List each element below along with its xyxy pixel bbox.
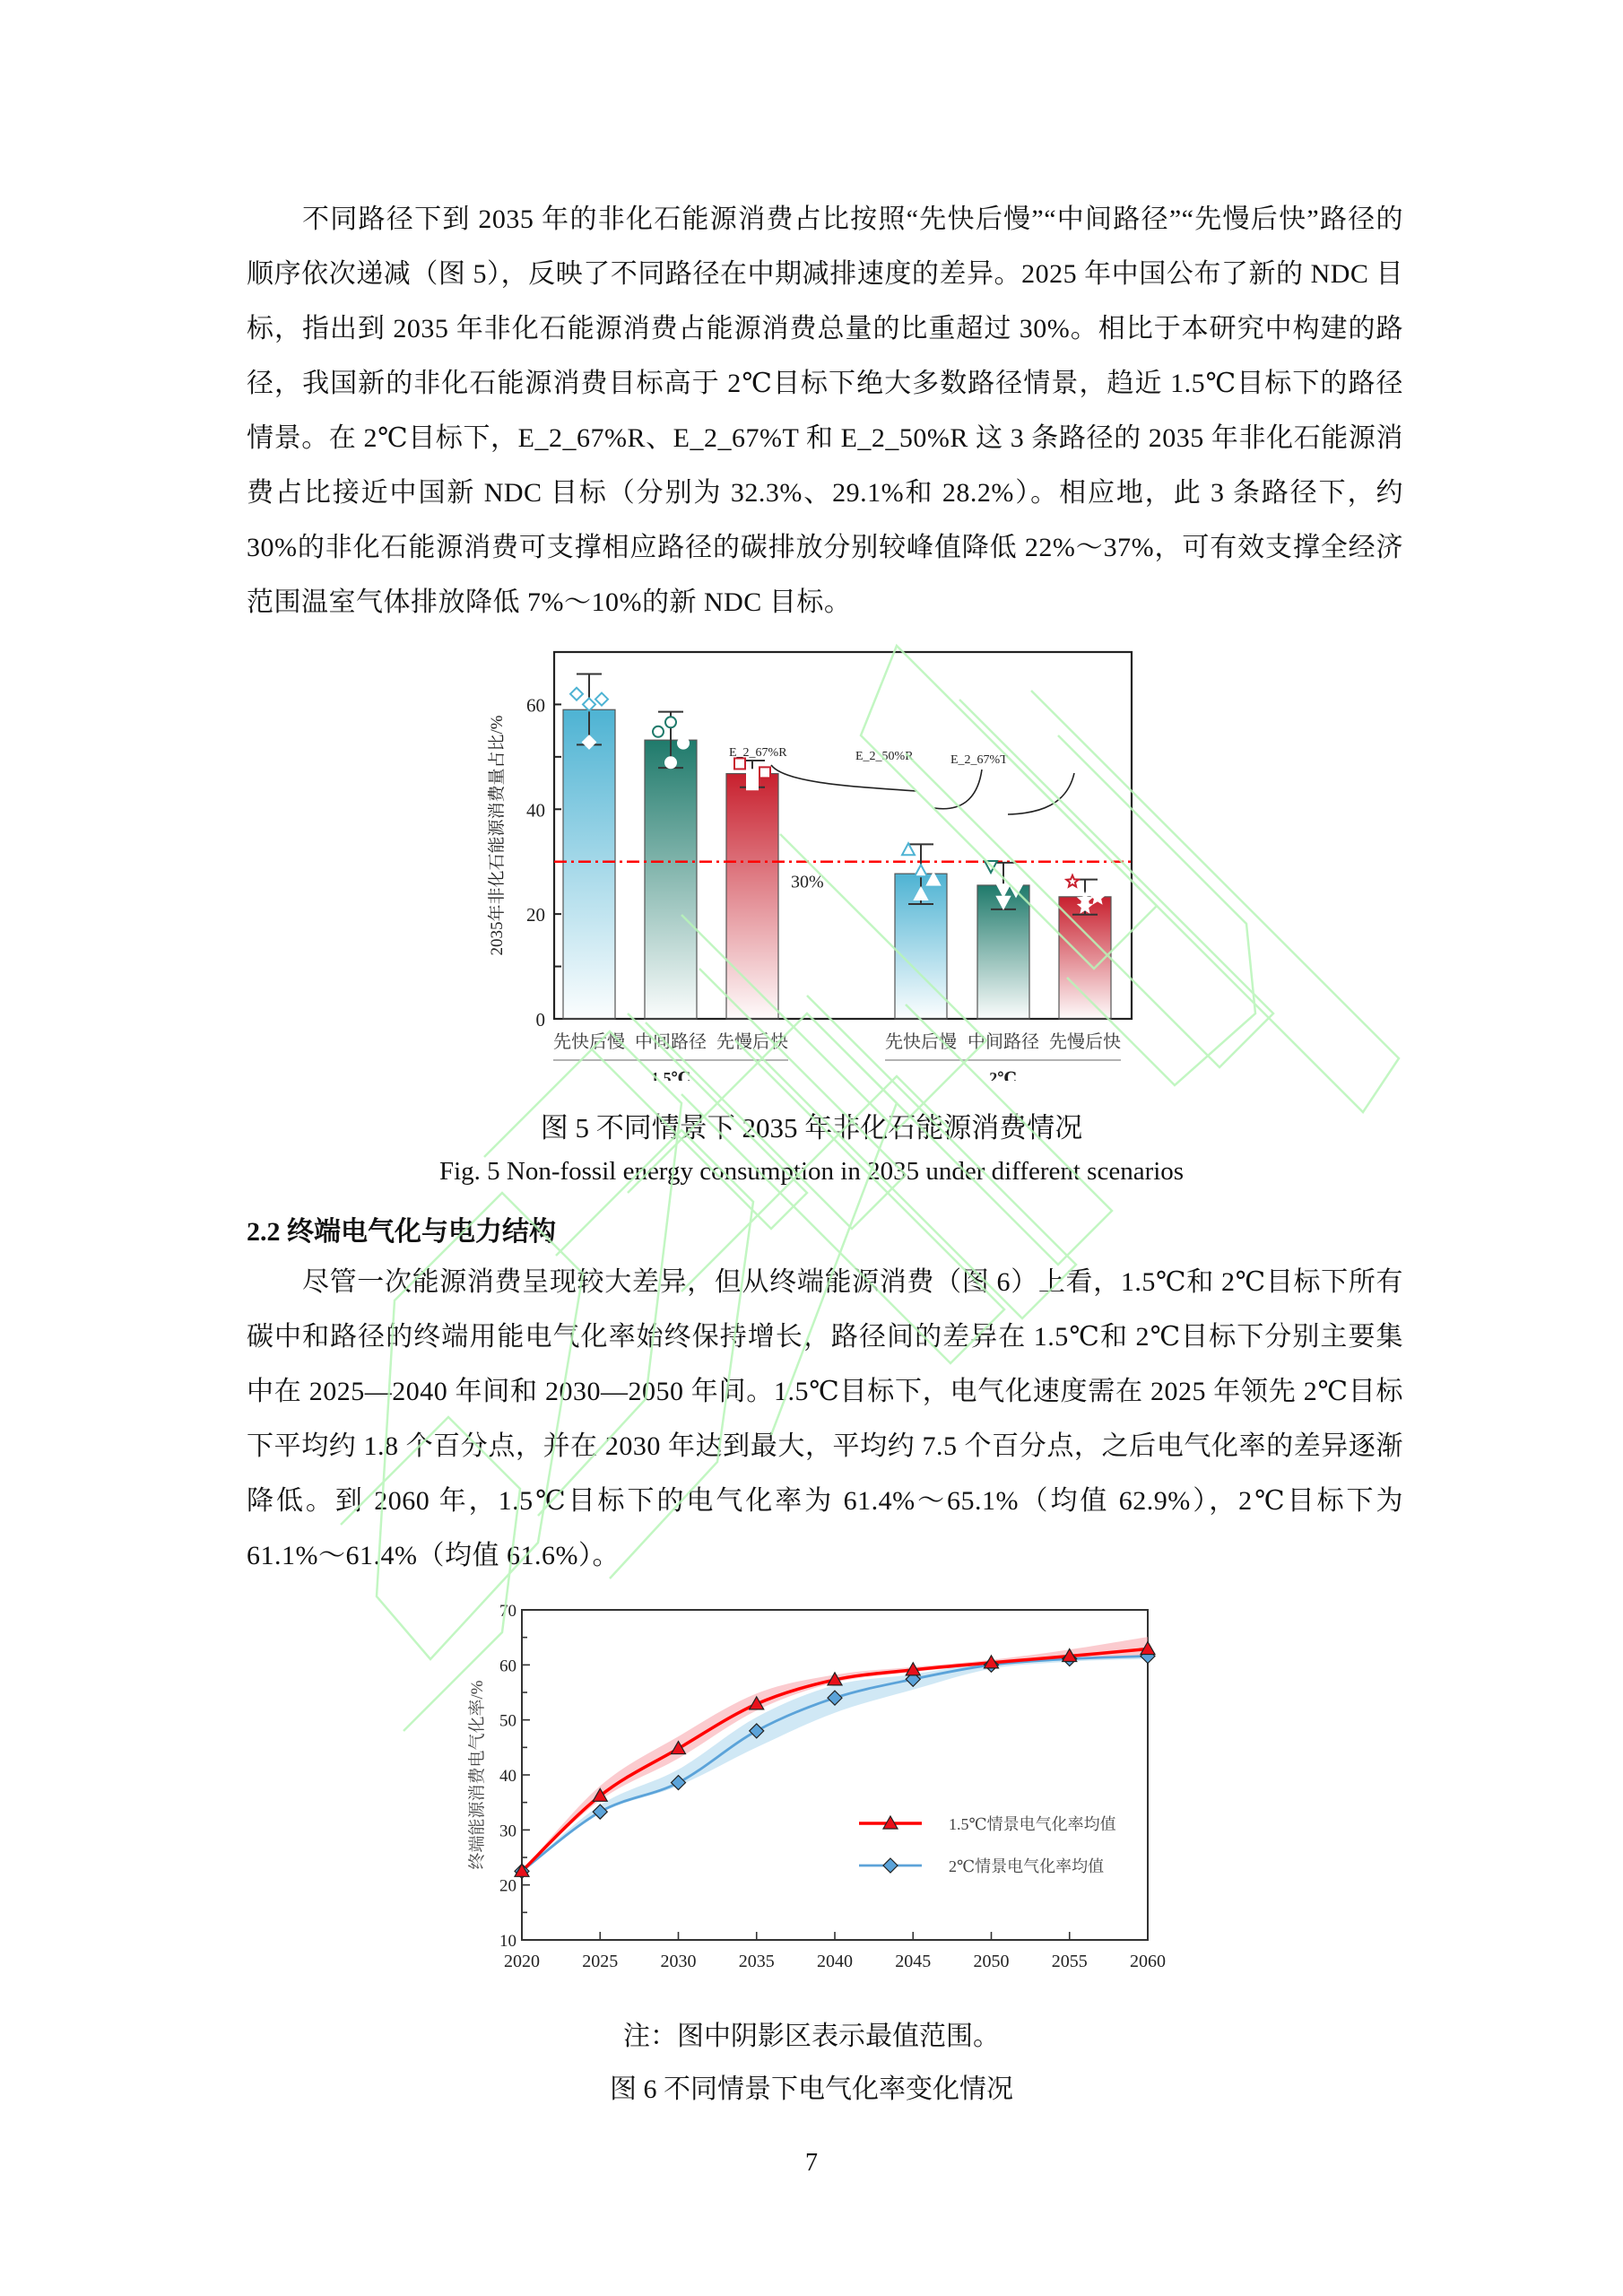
range-band	[522, 1657, 1148, 1872]
line-chart-svg	[457, 1596, 1175, 1991]
body-paragraph-2	[247, 1255, 1403, 1583]
bar	[645, 740, 697, 1019]
legend	[859, 1815, 1116, 1875]
data-point-square	[747, 778, 758, 789]
x-tick-label: 2020	[504, 1952, 540, 1971]
data-point-star	[1066, 875, 1078, 887]
data-point-circle	[665, 757, 676, 768]
scenario-annotation: E_2_67%T	[950, 753, 1008, 767]
paragraph-text: 尽管一次能源消费呈现较大差异，但从终端能源消费（图 6）上看，1.5℃和 2℃目标下所有碳中和路径的终端用能电气化率始终保持增长，路径间的差异在 1.5℃和 2℃目标下分别主要集中在 2025—2040 年间和 2030—2050 年间。1.5℃目标下，电气化速度需在 2025 年领先 2℃目标下平均约 1.8 个百分点，并在 2030 年达到最大，平均约 7.5 个百分点，之后电气化率的差异逐渐降低。到 2060 年，1.5℃目标下的电气化率为 61.4%～65.1%（均值 62.9%），2℃目标下为 61.1%～61.4%（均值 61.6%）。	[247, 1267, 1403, 1570]
x-category-label: 先慢后快	[716, 1032, 788, 1052]
x-tick-label: 2050	[973, 1952, 1010, 1971]
y-tick-label: 40	[526, 799, 545, 822]
section-heading: 2.2 终端电气化与电力结构	[247, 1217, 556, 1247]
y-tick-label: 60	[526, 694, 545, 717]
data-point-diamond	[570, 688, 583, 700]
data-point-triangle-up	[915, 865, 927, 876]
y-axis-label: 2035年非化石能源消费量占比/%	[488, 715, 507, 956]
x-category-label: 中间路径	[635, 1032, 707, 1052]
bar-chart-svg	[475, 641, 1157, 1081]
x-category-label: 先快后慢	[885, 1032, 957, 1052]
figure-5-caption-en: Fig. 5 Non-fossil energy consumption in 2035 under different scenarios	[438, 1157, 1185, 1186]
x-tick-label: 2030	[660, 1952, 697, 1971]
y-tick-label: 10	[499, 1932, 516, 1951]
x-tick-label: 2025	[582, 1952, 619, 1971]
scenario-annotation: E_2_67%R	[729, 746, 787, 760]
data-point-diamond	[595, 693, 608, 706]
y-tick-label: 0	[535, 1009, 545, 1031]
group-label: 1.5℃	[650, 1069, 691, 1081]
x-tick-label: 2040	[817, 1952, 853, 1971]
legend-label: 1.5℃情景电气化率均值	[949, 1815, 1116, 1833]
y-tick-label: 40	[499, 1767, 516, 1786]
x-category-label: 中间路径	[968, 1032, 1039, 1052]
bar	[726, 774, 778, 1019]
x-tick-label: 2060	[1130, 1952, 1166, 1971]
x-tick-label: 2035	[738, 1952, 775, 1971]
y-axis-label: 终端能源消费电气化率/%	[468, 1680, 487, 1870]
data-point-square	[759, 767, 770, 778]
y-tick-label: 50	[499, 1711, 516, 1731]
data-point-circle	[678, 738, 689, 749]
legend-label: 2℃情景电气化率均值	[949, 1857, 1105, 1875]
x-tick-label: 2045	[895, 1952, 932, 1971]
data-point-circle	[653, 726, 664, 737]
data-point-circle	[665, 717, 676, 727]
x-category-label: 先快后慢	[553, 1032, 625, 1052]
figure-6-line-chart	[457, 1596, 1175, 1991]
plot-frame	[554, 652, 1132, 1019]
data-point-square	[734, 758, 745, 769]
body-paragraph-1	[247, 192, 1403, 630]
group-label: 2℃	[989, 1069, 1017, 1081]
x-category-label: 先慢后快	[1049, 1032, 1121, 1052]
scenario-annotation: E_2_50%R	[855, 750, 914, 763]
data-point-diamond	[583, 698, 595, 710]
x-tick-label: 2055	[1051, 1952, 1088, 1971]
bar	[563, 709, 615, 1019]
y-tick-label: 30	[499, 1822, 516, 1841]
figure-5-caption-cn: 图 5 不同情景下 2035 年非化石能源消费情况	[540, 1112, 1083, 1144]
target-line-label: 30%	[791, 872, 824, 892]
paragraph-text: 不同路径下到 2035 年的非化石能源消费占比按照“先快后慢”“中间路径”“先慢后快”路径的顺序依次递减（图 5），反映了不同路径在中期减排速度的差异。2025 年中国公布了新的 NDC 目标，指出到 2035 年非化石能源消费占能源消费总量的比重超过 30%。相比于本研究中构建的路径，我国新的非化石能源消费目标高于 2℃目标下绝大多数路径情景，趋近 1.5℃目标下的路径情景。在 2℃目标下，E_2_67%R、E_2_67%T 和 E_2_50%R 这 3 条路径的 2035 年非化石能源消费占比接近中国新 NDC 目标（分别为 32.3%、29.1%和 28.2%）。相应地，此 3 条路径下，约 30%的非化石能源消费可支撑相应路径的碳排放分别较峰值降低 22%～37%，可有效支撑全经济范围温室气体排放降低 7%～10%的新 NDC 目标。	[247, 204, 1403, 617]
page-number: 7	[805, 2149, 818, 2177]
y-tick-label: 60	[499, 1657, 516, 1676]
data-point-triangle-down	[985, 861, 997, 873]
y-tick-label: 20	[526, 904, 545, 926]
y-tick-label: 70	[499, 1602, 516, 1621]
figure-5-bar-chart	[475, 641, 1157, 1081]
figure-6-note: 注：图中阴影区表示最值范围。	[623, 2022, 1000, 2051]
y-tick-label: 20	[499, 1876, 516, 1896]
figure-6-caption-cn: 图 6 不同情景下电气化率变化情况	[610, 2074, 1013, 2104]
